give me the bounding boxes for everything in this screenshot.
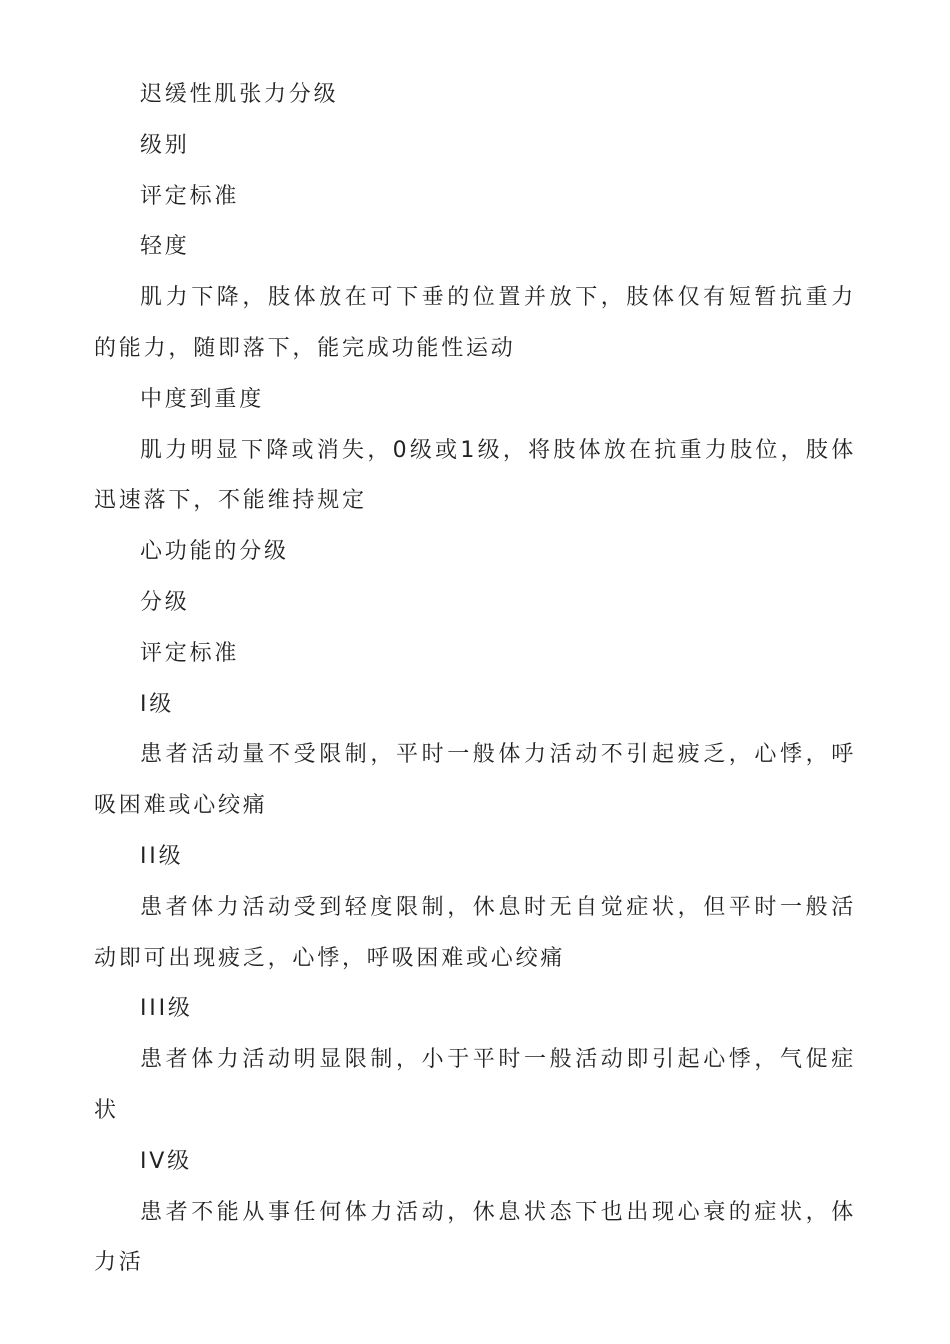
grade-ii: II级 bbox=[140, 843, 184, 869]
grade-i: I级 bbox=[140, 691, 175, 717]
criteria-grade-iv: 患者不能从事任何体力活动，休息状态下也出现心衰的症状，体力活 bbox=[94, 1199, 856, 1276]
document-body bbox=[94, 70, 856, 1289]
column-header-grade: 级别 bbox=[140, 132, 190, 158]
criteria-grade-ii: 患者体力活动受到轻度限制，休息时无自觉症状，但平时一般活动即可出现疲乏，心悸，呼吸困难或心绞痛 bbox=[94, 894, 856, 971]
column-header-grade-2: 分级 bbox=[140, 589, 190, 615]
heading-cardiac-function-grading: 心功能的分级 bbox=[140, 539, 289, 565]
heading-flaccid-tone-grading: 迟缓性肌张力分级 bbox=[140, 82, 339, 107]
column-header-criteria: 评定标准 bbox=[140, 183, 240, 209]
grade-mild: 轻度 bbox=[140, 234, 190, 260]
criteria-grade-iii: 患者体力活动明显限制，小于平时一般活动即引起心悸，气促症状 bbox=[94, 1047, 856, 1123]
column-header-criteria-2: 评定标准 bbox=[140, 640, 240, 666]
criteria-grade-i: 患者活动量不受限制，平时一般体力活动不引起疲乏，心悸，呼吸困难或心绞痛 bbox=[94, 742, 856, 819]
grade-iii: III级 bbox=[140, 996, 193, 1022]
grade-moderate-severe: 中度到重度 bbox=[140, 386, 265, 412]
criteria-moderate-severe: 肌力明显下降或消失，0级或1级，将肢体放在抗重力肢位，肢体迅速落下，不能维持规定 bbox=[94, 437, 856, 514]
grade-iv: IV级 bbox=[140, 1148, 192, 1174]
criteria-mild: 肌力下降，肢体放在可下垂的位置并放下，肢体仅有短暂抗重力的能力，随即落下，能完成功能性运动 bbox=[94, 285, 856, 361]
